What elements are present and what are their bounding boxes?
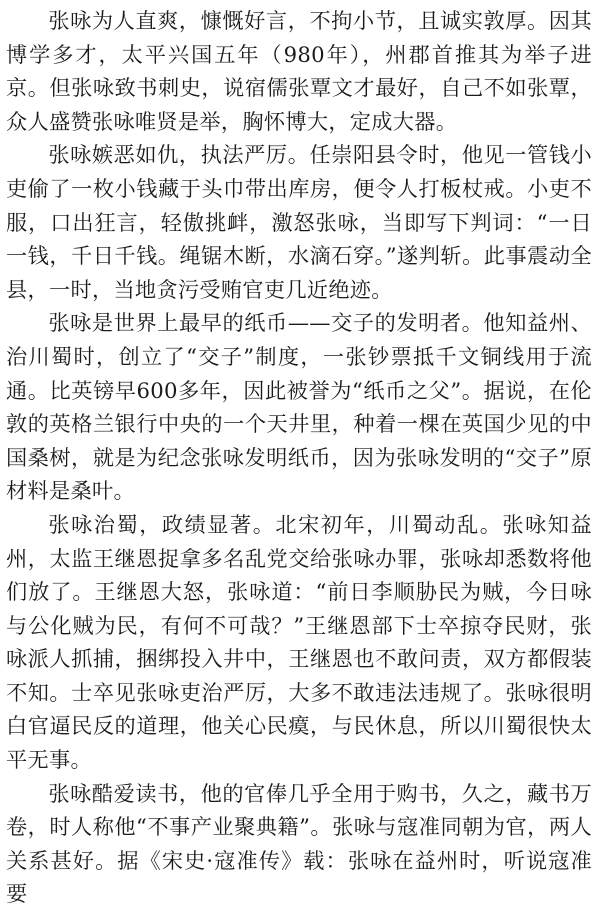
paragraph-paper-money: 张咏是世界上最早的纸币——交子的发明者。他知益州、治川蜀时，创立了“交子”制度，一张钞票抵千文铜线用于流通。比英镑早600多年，因此被誉为“纸币之父”。据说，在伦敦的英格兰银行中央的一个天井里，种着一棵在英国少见的中国桑树，就是为纪念张咏发明纸币，因为张咏发明的“交子”原材料是桑叶。 [6, 310, 592, 504]
paragraph-character: 张咏为人直爽，慷慨好言，不拘小节，且诚实敦厚。因其博学多才，太平兴国五年（980年），州郡首推其为举子进京。但张咏致书刺史，说宿儒张覃文才最好，自己不如张覃，众人盛赞张咏唯贤是举，胸怀博大，定成大器。 [6, 8, 592, 134]
paragraph-justice: 张咏嫉恶如仇，执法严厉。任崇阳县令时，他见一管钱小吏偷了一枚小钱藏于头巾带出库房，便令人打板杖戒。小吏不服，口出狂言，轻傲挑衅，激怒张咏，当即写下判词：“一日一钱，千日千钱。绳锯木断，水滴石穿。”遂判斩。此事震动全县，一时，当地贪污受贿官吏几近绝迹。 [6, 142, 592, 302]
paragraph-love-of-books: 张咏酷爱读书，他的官俸几乎全用于购书，久之，藏书万卷，时人称他“不事产业聚典籍”。张咏与寇准同朝为官，两人关系甚好。据《宋史·寇准传》载：张咏在益州时，听说寇准要 [6, 780, 592, 907]
paragraph-governing-shu: 张咏治蜀，政绩显著。北宋初年，川蜀动乱。张咏知益州，太监王继恩捉拿多名乱党交给张咏办罪，张咏却悉数将他们放了。王继恩大怒，张咏道：“前日李顺胁民为贼，今日咏与公化贼为民，有何不可哉？”王继恩部下士卒掠夺民财，张咏派人抓捕，捆绑投入井中，王继恩也不敢问责，双方都假装不知。士卒见张咏吏治严厉，大多不敢违法违规了。张咏很明白官逼民反的道理，他关心民瘼，与民休息，所以川蜀很快太平无事。 [6, 511, 592, 773]
